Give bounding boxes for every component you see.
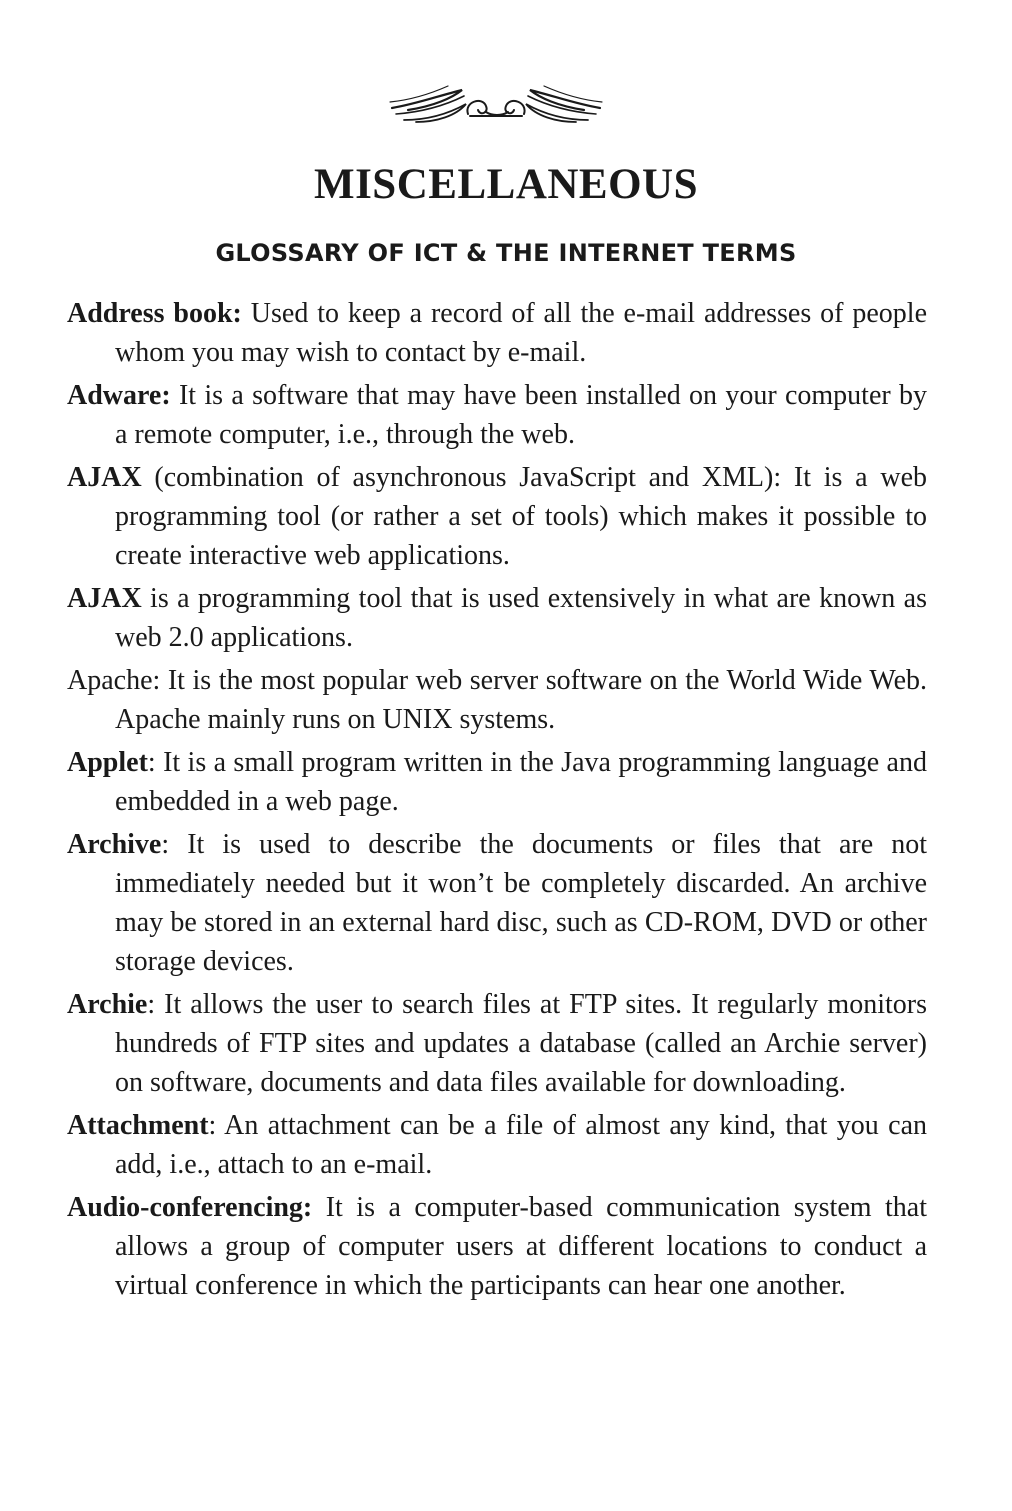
glossary-term: Attachment	[67, 1110, 209, 1141]
glossary-definition: is a programming tool that is used extensively in what are known as web 2.0 applications.	[115, 583, 927, 653]
glossary-entry-ajax	[67, 458, 927, 575]
glossary-entry-archie	[67, 985, 927, 1102]
glossary-entry-archive	[67, 825, 927, 981]
glossary-definition: : It allows the user to search files at FTP sites. It regularly monitors hundreds of FTP sites and updates a database (called an Archie server) on software, documents and data files available for downloading.	[115, 989, 927, 1098]
glossary-entry-adware	[67, 376, 927, 454]
glossary-definition: : It is used to describe the documents or files that are not immediately needed but it won’t be completely discarded. An archive may be stored in an external hard disc, such as CD-ROM, DVD or other storage devices.	[115, 829, 927, 977]
glossary-term: Audio-conferencing:	[67, 1192, 313, 1223]
glossary-entry-audio-conferencing	[67, 1188, 927, 1305]
glossary-entry-address-book	[67, 294, 927, 372]
page-title: MISCELLANEOUS	[313, 161, 699, 208]
glossary-list	[67, 294, 927, 1309]
glossary-definition: (combination of asynchronous JavaScript and XML): It is a web programming tool (or rather a set of tools) which makes it possible to create interactive web applications.	[115, 462, 927, 571]
glossary-entry-attachment	[67, 1106, 927, 1184]
glossary-term: AJAX	[67, 462, 142, 493]
glossary-definition: It is a software that may have been installed on your computer by a remote computer, i.e., through the web.	[115, 380, 927, 450]
glossary-definition: It is a computer-based communication system that allows a group of computer users at different locations to conduct a virtual conference in which the participants can hear one another.	[115, 1192, 927, 1301]
page-subtitle: GLOSSARY OF ICT & THE INTERNET TERMS	[215, 239, 797, 267]
decorative-flourish-icon	[386, 80, 606, 126]
glossary-term: Address book:	[67, 298, 242, 329]
glossary-term: AJAX	[67, 583, 142, 614]
glossary-term: Archive	[67, 829, 162, 860]
glossary-term: Applet	[67, 747, 148, 778]
glossary-definition: Apache: It is the most popular web server software on the World Wide Web. Apache mainly runs on UNIX systems.	[67, 665, 927, 735]
glossary-entry-ajax-usage	[67, 579, 927, 657]
glossary-definition: : It is a small program written in the Java programming language and embedded in a web page.	[115, 747, 927, 817]
glossary-definition: Used to keep a record of all the e-mail addresses of people whom you may wish to contact by e-mail.	[115, 298, 927, 368]
glossary-definition: : An attachment can be a file of almost any kind, that you can add, i.e., attach to an e-mail.	[115, 1110, 927, 1180]
glossary-term: Adware:	[67, 380, 171, 411]
glossary-term: Archie	[67, 989, 148, 1020]
glossary-entry-applet	[67, 743, 927, 821]
glossary-entry-apache	[67, 661, 927, 739]
